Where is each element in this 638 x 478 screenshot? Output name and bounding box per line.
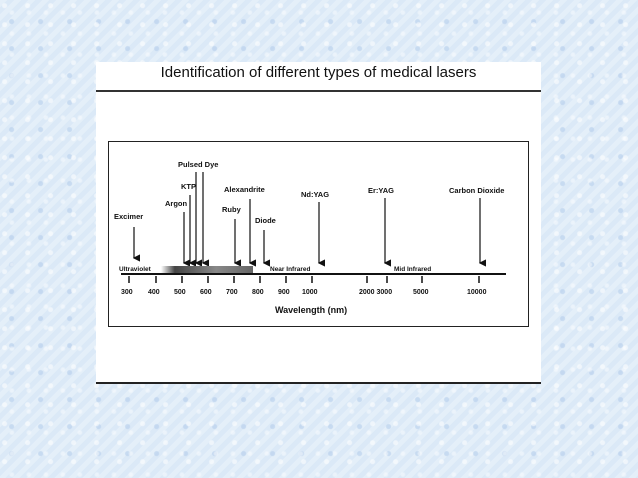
laser-label-er-yag: Er:YAG bbox=[368, 186, 394, 195]
laser-label-ktp: KTP bbox=[181, 182, 196, 191]
title-divider bbox=[96, 90, 541, 92]
laser-label-argon: Argon bbox=[165, 199, 188, 208]
laser-spectrum-figure bbox=[108, 141, 529, 327]
region-label-ultraviolet: Ultraviolet bbox=[119, 266, 151, 273]
laser-label-excimer: Excimer bbox=[114, 212, 144, 221]
spectrum-diagram bbox=[109, 142, 528, 326]
slide bbox=[96, 62, 541, 384]
laser-label-ruby: Ruby bbox=[222, 205, 241, 214]
tick-label-400: 400 bbox=[148, 289, 160, 296]
tick-label-900: 900 bbox=[278, 289, 290, 296]
tick-label-800: 800 bbox=[252, 289, 264, 296]
tick-label-300: 300 bbox=[121, 289, 133, 296]
tick-label-600: 600 bbox=[200, 289, 212, 296]
axis-title-wavelength: Wavelength (nm) bbox=[275, 305, 348, 315]
laser-label-carbon-dioxide: Carbon Dioxide bbox=[449, 186, 505, 195]
tick-label-700: 700 bbox=[226, 289, 238, 296]
laser-label-nd-yag: Nd:YAG bbox=[301, 190, 330, 199]
laser-label-alexandrite: Alexandrite bbox=[224, 185, 265, 194]
tick-label-5000: 5000 bbox=[413, 289, 429, 296]
tick-label-500: 500 bbox=[174, 289, 186, 296]
region-label-near-infrared: Near Infrared bbox=[270, 266, 311, 273]
visible-spectrum-band bbox=[161, 266, 253, 274]
region-label-mid-infrared: Mid Infrared bbox=[394, 266, 432, 273]
tick-label-10000: 10000 bbox=[467, 289, 487, 296]
axis-ticks bbox=[129, 276, 479, 283]
slide-title: Identification of different types of medical lasers bbox=[160, 64, 477, 81]
tick-label-2000-3000: 2000 3000 bbox=[359, 289, 393, 296]
tick-label-1000: 1000 bbox=[302, 289, 318, 296]
laser-label-pulsed-dye: Pulsed Dye bbox=[178, 160, 219, 169]
laser-label-diode: Diode bbox=[255, 216, 276, 225]
